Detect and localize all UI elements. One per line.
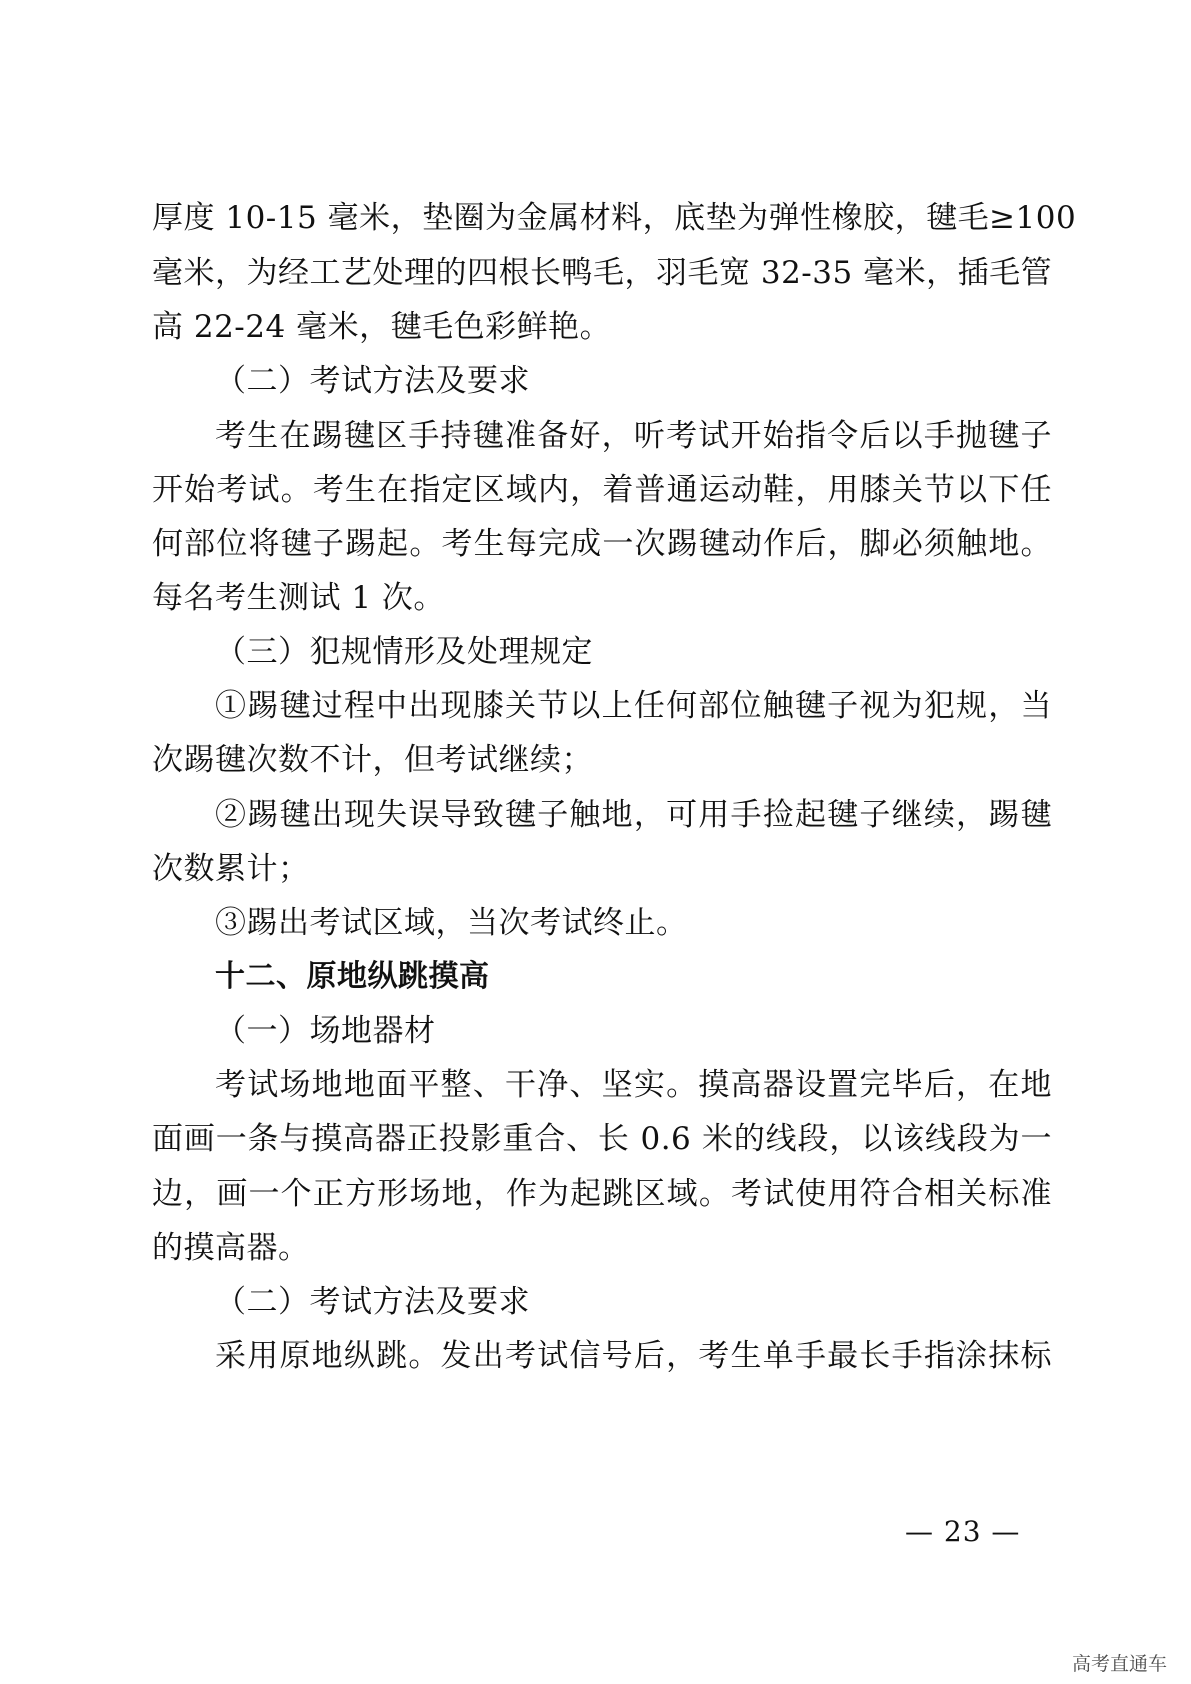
section-heading: （三）犯规情形及处理规定: [215, 634, 593, 670]
paragraph-line: ①踢毽过程中出现膝关节以上任何部位触毽子视为犯规，当: [215, 688, 1052, 724]
paragraph-line: ②踢毽出现失误导致毽子触地，可用手捡起毽子继续，踢毽: [215, 797, 1052, 833]
section-heading: （二）考试方法及要求: [215, 363, 530, 399]
paragraph-line: 采用原地纵跳。发出考试信号后，考生单手最长手指涂抹标: [215, 1338, 1052, 1374]
paragraph-line: 考试场地地面平整、干净、坚实。摸高器设置完毕后，在地: [215, 1067, 1052, 1103]
paragraph-line: 高 22-24 毫米，毽毛色彩鲜艳。: [152, 309, 612, 345]
paragraph-line: 的摸高器。: [152, 1230, 310, 1266]
paragraph-line: ③踢出考试区域，当次考试终止。: [215, 905, 688, 941]
watermark-text: 高考直通车: [1071, 1653, 1167, 1675]
paragraph-line: 面画一条与摸高器正投影重合、长 0.6 米的线段，以该线段为一: [152, 1121, 1052, 1157]
chapter-heading: 十二、原地纵跳摸高: [215, 959, 490, 994]
page-number: — 23 —: [905, 1515, 1021, 1548]
paragraph-line: 每名考生测试 1 次。: [152, 580, 445, 616]
paragraph-line: 毫米，为经工艺处理的四根长鸭毛，羽毛宽 32-35 毫米，插毛管: [152, 255, 1053, 291]
paragraph-line: 厚度 10-15 毫米，垫圈为金属材料，底垫为弹性橡胶，毽毛≥100: [152, 200, 1077, 236]
section-heading: （二）考试方法及要求: [215, 1284, 530, 1320]
paragraph-line: 边，画一个正方形场地，作为起跳区域。考试使用符合相关标准: [152, 1176, 1052, 1212]
paragraph-line: 次踢毽次数不计，但考试继续；: [152, 742, 593, 778]
paragraph-line: 考生在踢毽区手持毽准备好，听考试开始指令后以手抛毽子: [215, 418, 1052, 454]
section-heading: （一）场地器材: [215, 1013, 436, 1049]
paragraph-line: 何部位将毽子踢起。考生每完成一次踢毽动作后，脚必须触地。: [152, 526, 1052, 562]
paragraph-line: 开始考试。考生在指定区域内，着普通运动鞋，用膝关节以下任: [152, 472, 1052, 508]
paragraph-line: 次数累计；: [152, 851, 310, 887]
